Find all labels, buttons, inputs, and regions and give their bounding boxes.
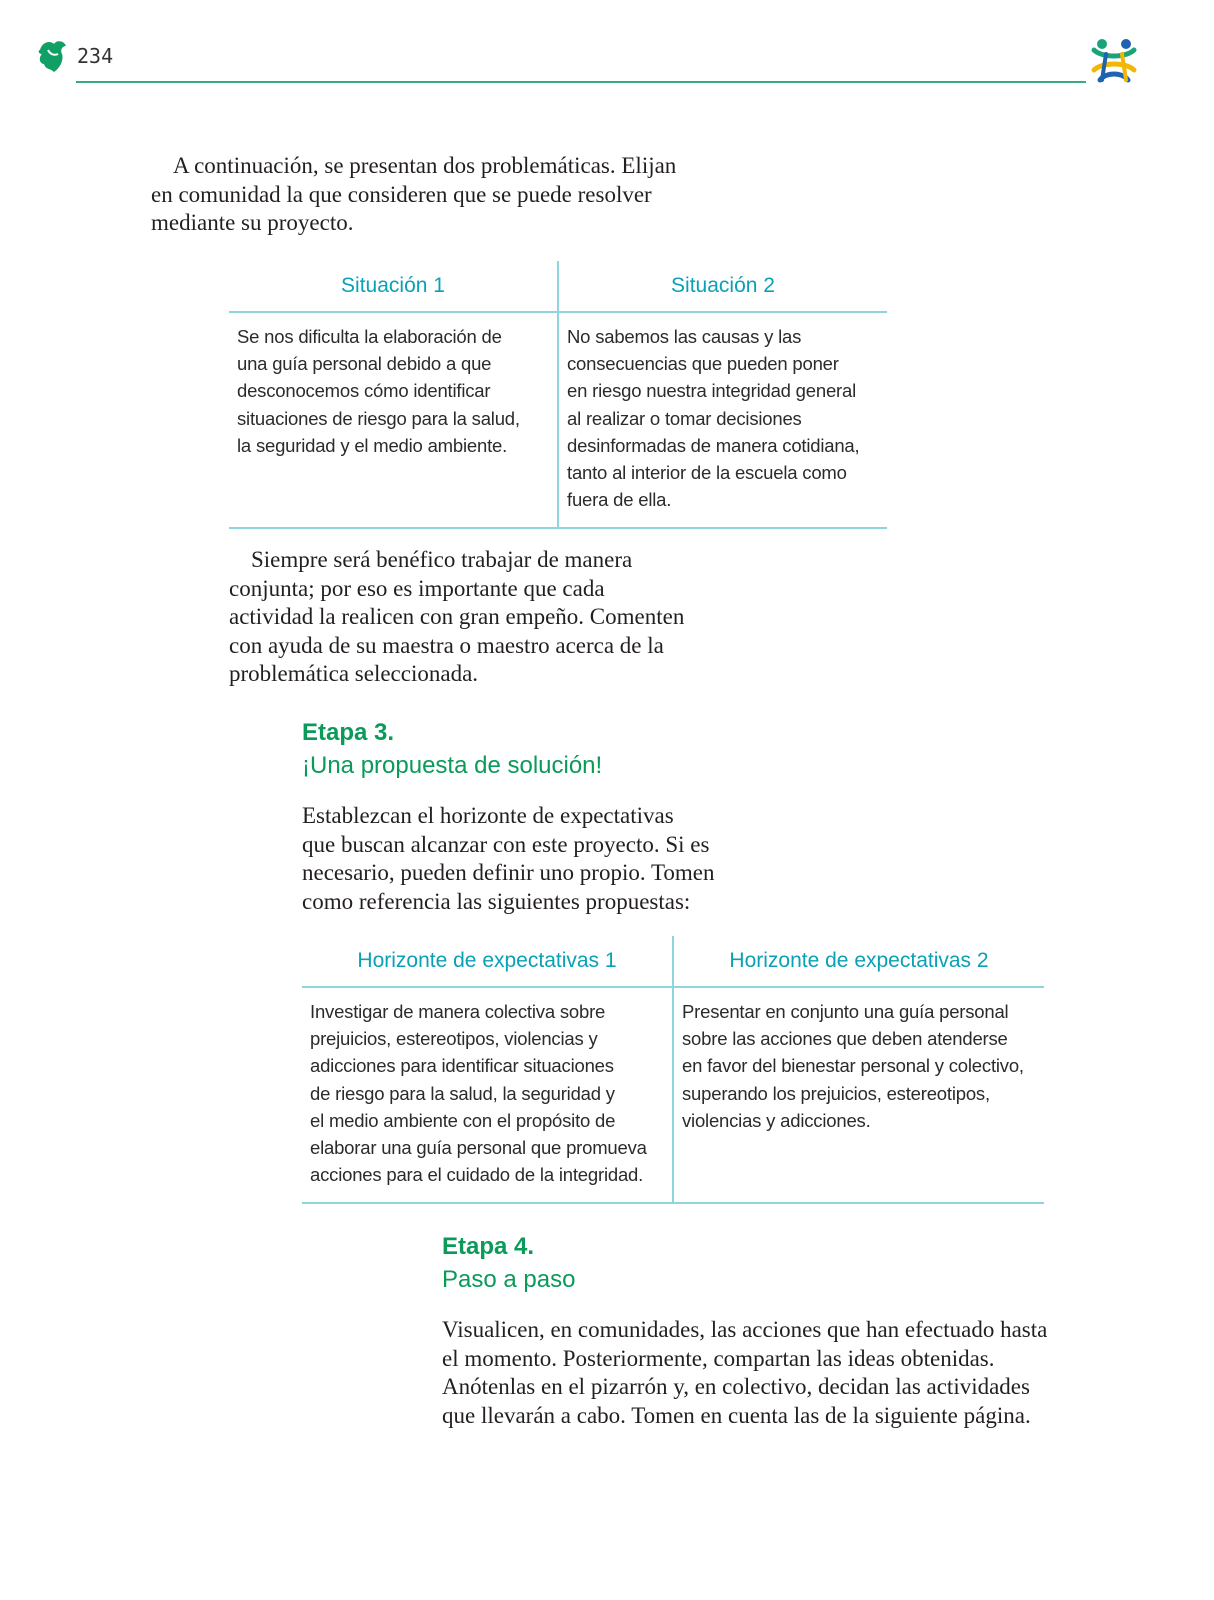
book-series-logo-icon: [36, 38, 68, 74]
situacion-1-header: Situación 1: [229, 261, 558, 312]
siempre-line-5: problemática seleccionada.: [229, 661, 479, 686]
etapa-4-paragraph: [442, 1316, 1047, 1430]
etapa-4-line-3: Anótenlas en el pizarrón y, en colectivo, decidan las actividades: [442, 1374, 1030, 1399]
etapa-3-subtitle: ¡Una propuesta de solución!: [302, 752, 603, 779]
horizonte-2-header: Horizonte de expectativas 2: [673, 936, 1044, 987]
page-number: 234: [77, 44, 114, 68]
horizonte-1-header: Horizonte de expectativas 1: [302, 936, 673, 987]
etapa-3-line-3: necesario, pueden definir uno propio. Tomen: [302, 860, 715, 885]
etapa-3-title: Etapa 3.: [302, 719, 395, 746]
siempre-line-1: Siempre será benéfico trabajar de manera: [251, 547, 633, 572]
etapa-3-paragraph: [302, 802, 714, 916]
etapa-4-line-2: el momento. Posteriormente, compartan las ideas obtenidas.: [442, 1345, 995, 1371]
siempre-line-4: con ayuda de su maestra o maestro acerca de la: [229, 632, 664, 658]
horizonte-1-cell: Investigar de manera colectiva sobre prejuicios, estereotipos, violencias y adicciones para identificar situaciones de riesgo para la salud, la seguridad y el medio ambiente con el propósito de elaborar una guía personal que promueva acciones para el cuidado de la integridad.: [302, 987, 673, 1203]
etapa-3-heading: [302, 716, 602, 782]
intro-paragraph: [151, 152, 676, 238]
etapa-4-title: Etapa 4.: [442, 1233, 535, 1260]
intro-line-2: en comunidad la que consideren que se puede resolver: [151, 181, 652, 207]
etapa-3-line-2: que buscan alcanzar con este proyecto. Si es: [302, 831, 710, 857]
situacion-1-cell: Se nos dificulta la elaboración de una guía personal debido a que desconocemos cómo identificar situaciones de riesgo para la salud, la seguridad y el medio ambiente.: [229, 312, 558, 528]
situacion-2-cell: No sabemos las causas y las consecuencias que pueden poner en riesgo nuestra integridad general al realizar o tomar decisiones desinformadas de manera cotidiana, tanto al interior de la escuela como fuera de ella.: [558, 312, 887, 528]
horizonte-2-cell: Presentar en conjunto una guía personal sobre las acciones que deben atenderse en favor del bienestar personal y colectivo, superando los prejuicios, estereotipos, violencias y adicciones.: [673, 987, 1044, 1203]
situacion-2-header: Situación 2: [558, 261, 887, 312]
header-rule: [76, 81, 1086, 83]
intro-line-1: A continuación, se presentan dos problemáticas. Elijan: [173, 153, 677, 178]
etapa-3-line-1: Establezcan el horizonte de expectativas: [302, 803, 674, 828]
situaciones-table: [229, 261, 887, 529]
etapa-3-line-4: como referencia las siguientes propuestas:: [302, 888, 691, 914]
interlocking-figures-logo-icon: [1088, 32, 1140, 86]
etapa-4-heading: [442, 1230, 575, 1296]
siempre-line-2: conjunta; por eso es importante que cada: [229, 575, 605, 601]
etapa-4-subtitle: Paso a paso: [442, 1266, 576, 1293]
horizontes-table: [302, 936, 1044, 1204]
etapa-4-line-4: que llevarán a cabo. Tomen en cuenta las de la siguiente página.: [442, 1402, 1031, 1428]
siempre-paragraph: [229, 546, 684, 689]
etapa-4-line-1: Visualicen, en comunidades, las acciones que han efectuado hasta: [442, 1317, 1048, 1342]
intro-line-3: mediante su proyecto.: [151, 210, 354, 235]
siempre-line-3: actividad la realicen con gran empeño. Comenten: [229, 604, 685, 629]
